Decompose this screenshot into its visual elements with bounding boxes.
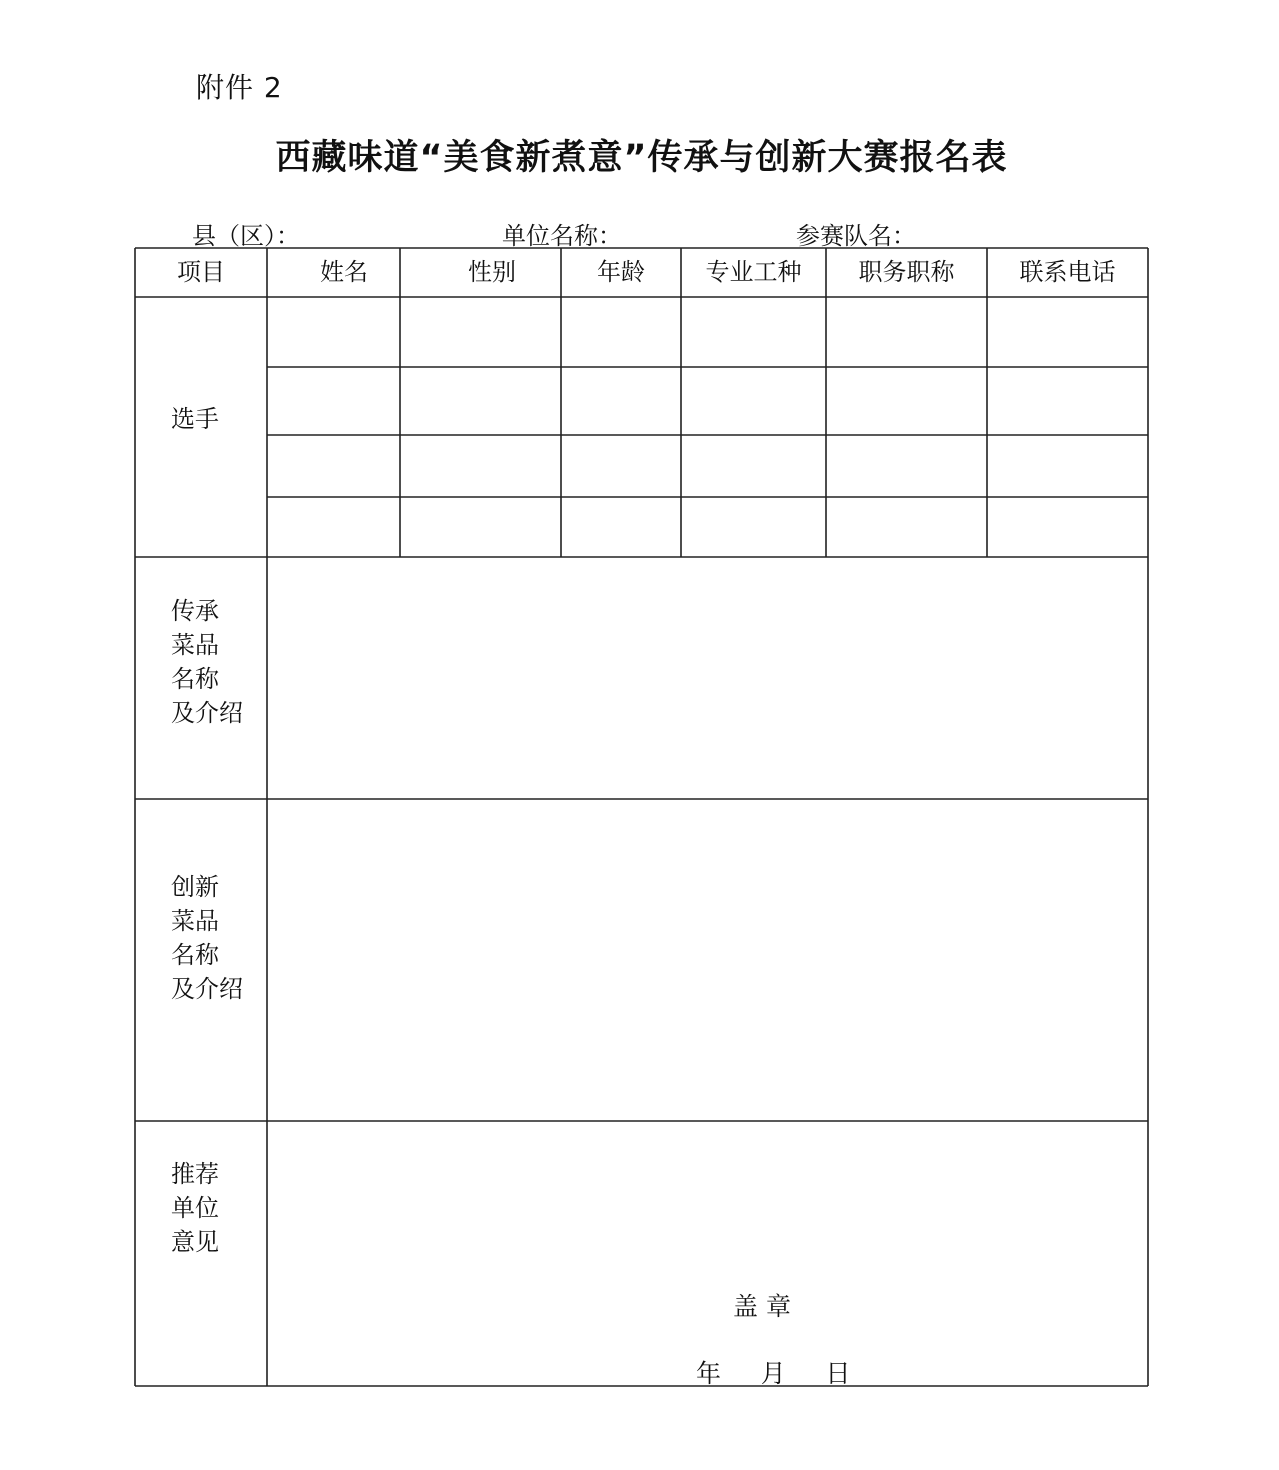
innovative-dish-label: 创新 菜品 名称 及介绍 <box>171 873 243 1003</box>
header-item: 项目 <box>177 258 225 286</box>
date-label: 年 月 日 <box>696 1359 851 1388</box>
stamp-label: 盖 章 <box>733 1292 791 1321</box>
team-name-field-label: 参赛队名： <box>796 222 916 250</box>
unit-name-field-label: 单位名称： <box>502 222 622 250</box>
header-phone: 联系电话 <box>1019 258 1116 286</box>
form-title: 西藏味道“美食新煮意”传承与创新大赛报名表 <box>275 138 1008 178</box>
heritage-dish-label: 传承 菜品 名称 及介绍 <box>171 597 243 727</box>
header-profession: 专业工种 <box>705 258 802 286</box>
contestants-label: 选手 <box>171 405 219 433</box>
county-field-label: 县（区）： <box>192 222 300 250</box>
header-title: 职务职称 <box>858 258 955 286</box>
header-name: 姓名 <box>320 258 368 286</box>
attachment-label: 附件 2 <box>196 71 283 104</box>
header-age: 年龄 <box>597 258 645 286</box>
recommendation-label: 推荐 单位 意见 <box>171 1160 219 1256</box>
header-gender: 性别 <box>468 258 516 286</box>
